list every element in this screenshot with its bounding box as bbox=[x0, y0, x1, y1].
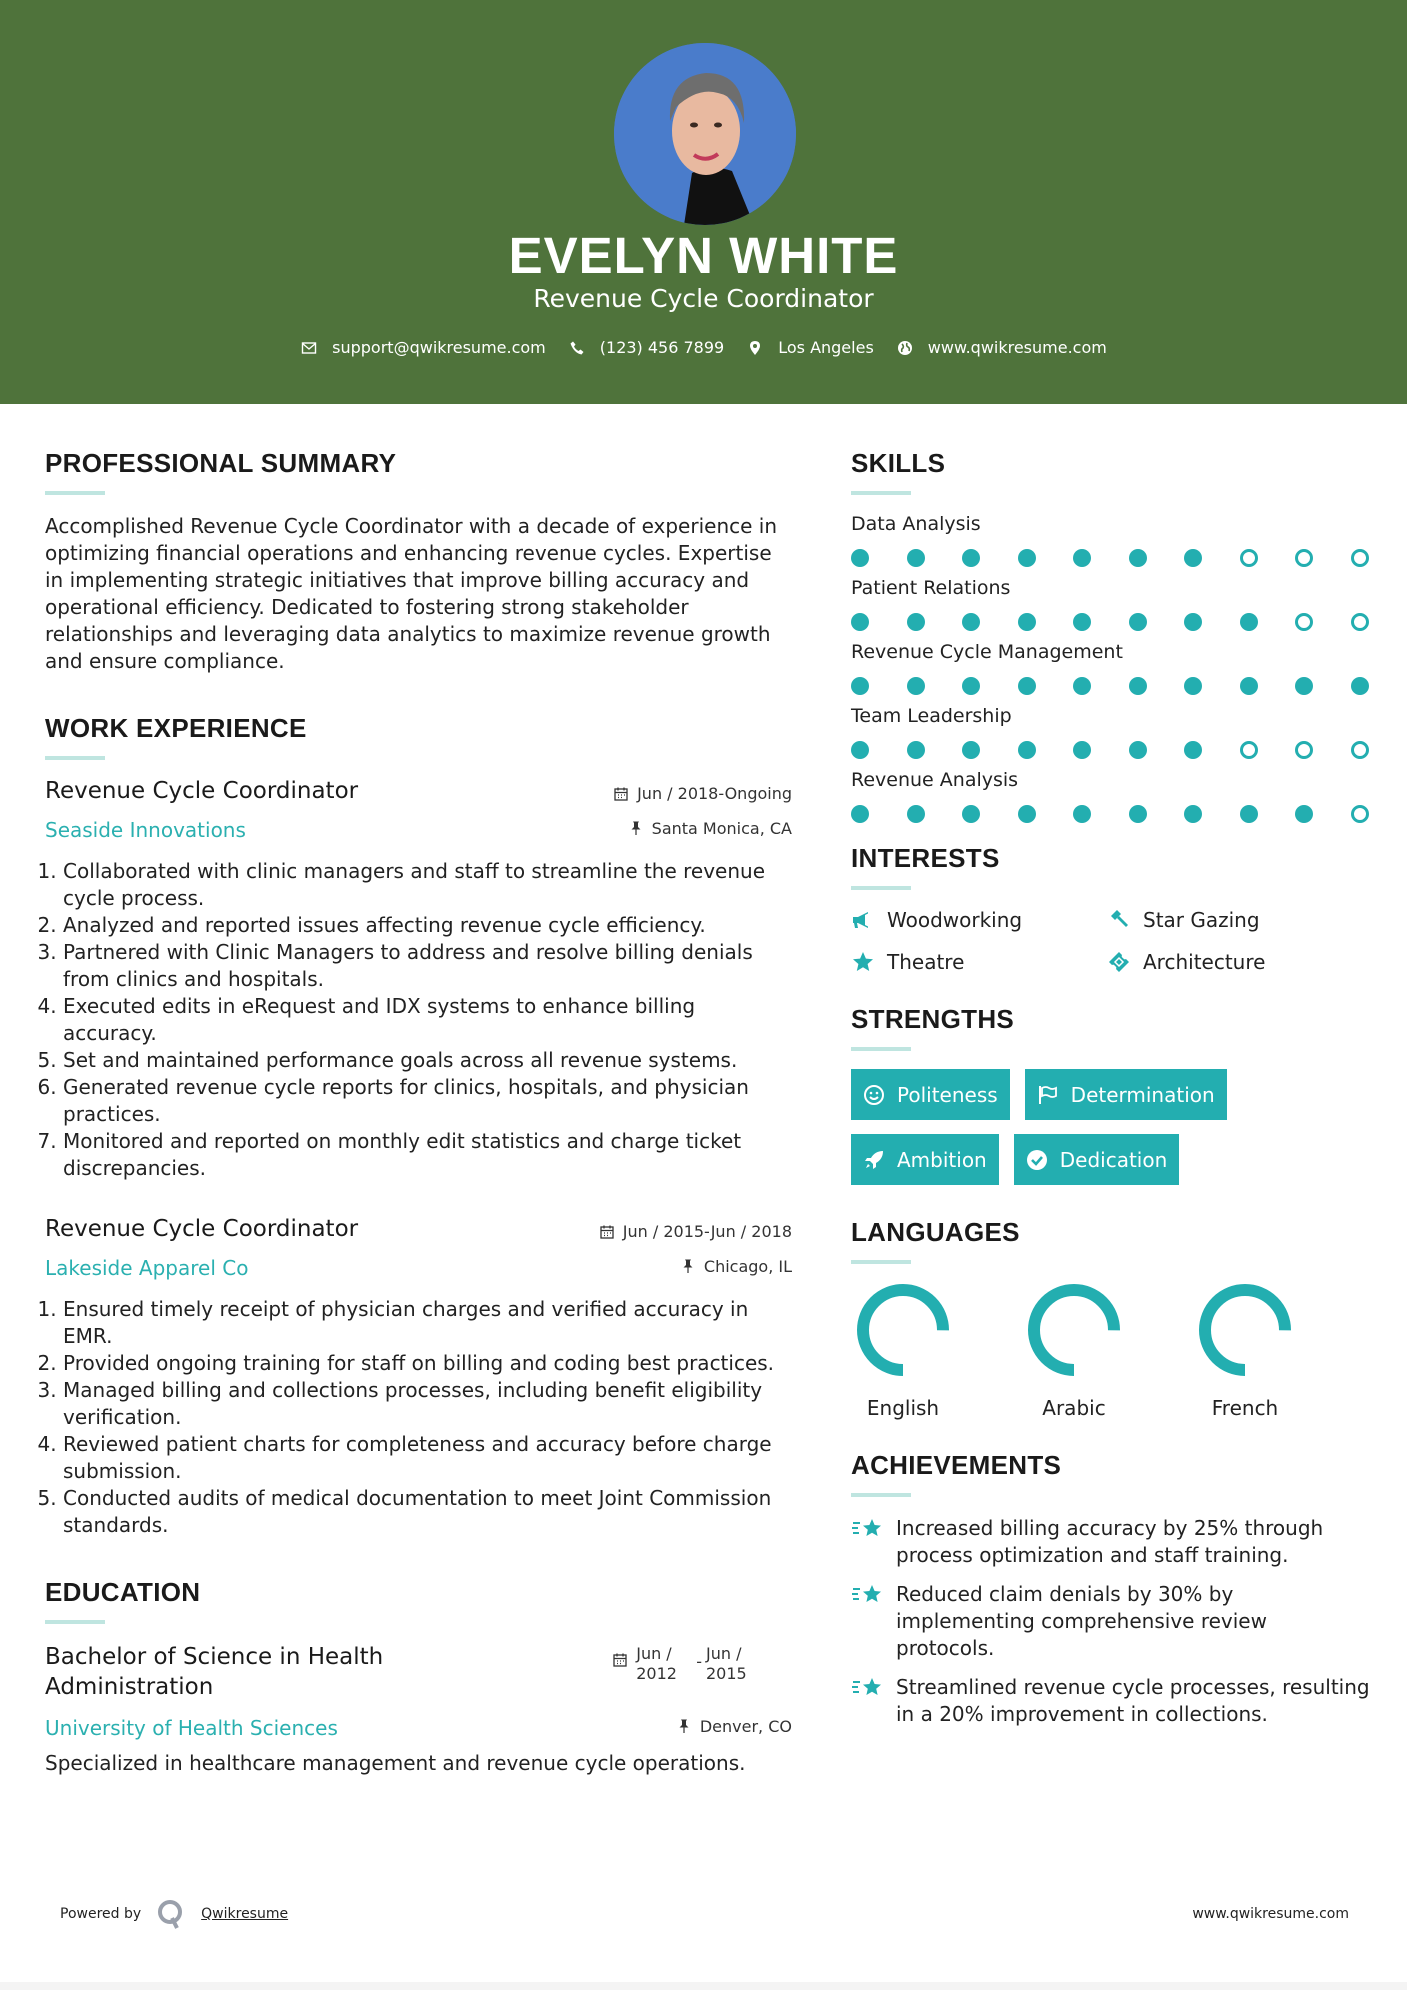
list-item: 1. Ensured timely receipt of physician charges and verified accuracy in EMR. bbox=[63, 1296, 792, 1350]
job-title: Revenue Cycle Coordinator bbox=[45, 778, 359, 804]
achievement-text: Increased billing accuracy by 25% through process optimization and staff training. bbox=[896, 1516, 1324, 1567]
rating-dot-filled bbox=[1129, 741, 1147, 759]
rating-dot-filled bbox=[962, 549, 980, 567]
rating-dot-filled bbox=[851, 805, 869, 823]
language-name: English bbox=[866, 1396, 940, 1420]
strength-label: Determination bbox=[1070, 1082, 1215, 1107]
section-heading: SKILLS bbox=[851, 448, 946, 478]
rating-dot-filled bbox=[1018, 805, 1036, 823]
skill-name: Patient Relations bbox=[851, 577, 1011, 599]
rating-dot-filled bbox=[1240, 677, 1258, 695]
rating-dot-filled bbox=[1073, 613, 1091, 631]
interest-label: Architecture bbox=[1143, 950, 1266, 974]
skill-rating bbox=[851, 805, 1371, 823]
language-name: French bbox=[1211, 1396, 1279, 1420]
calendar-icon bbox=[613, 786, 629, 802]
language-progress-ring bbox=[1026, 1282, 1122, 1378]
rating-dot-filled bbox=[851, 677, 869, 695]
summary-text: Accomplished Revenue Cycle Coordinator with a decade of experience in optimizing financial operations and enhancing revenue cycles. Expertise in implementing strategic initiatives that improve billing accuracy and operational efficiency. Dedicated to fostering strong stakeholder relationships and leveraging data analytics to maximize revenue growth and ensure compliance. bbox=[45, 514, 778, 673]
section-divider bbox=[851, 886, 911, 890]
language-item bbox=[1022, 1282, 1193, 1420]
skill-item bbox=[851, 577, 1371, 631]
interest-item bbox=[851, 908, 1107, 932]
list-item: 2. Analyzed and reported issues affecting revenue cycle efficiency. bbox=[63, 912, 792, 939]
pushpin-icon bbox=[680, 1258, 696, 1274]
achievement-text: Reduced claim denials by 30% by implementing comprehensive review protocols. bbox=[896, 1582, 1267, 1660]
language-progress-ring bbox=[855, 1282, 951, 1378]
left-column bbox=[45, 448, 792, 1777]
resume-header bbox=[0, 0, 1407, 404]
job-title: Revenue Cycle Coordinator bbox=[45, 1216, 359, 1242]
skill-name: Revenue Analysis bbox=[851, 769, 1019, 791]
list-item: 3. Partnered with Clinic Managers to address and resolve billing denials from clinics and hospitals. bbox=[63, 939, 792, 993]
pushpin-icon bbox=[628, 820, 644, 836]
education-section bbox=[45, 1577, 792, 1777]
skill-name: Revenue Cycle Management bbox=[851, 641, 1123, 663]
rating-dot-filled bbox=[851, 741, 869, 759]
map-pin-icon bbox=[746, 339, 764, 357]
rating-dot-filled bbox=[962, 677, 980, 695]
list-item: 5. Set and maintained performance goals across all revenue systems. bbox=[63, 1047, 792, 1074]
section-divider bbox=[45, 1620, 105, 1624]
job-bullets bbox=[45, 858, 792, 1182]
check-circle-icon bbox=[1026, 1149, 1048, 1171]
candidate-title: Revenue Cycle Coordinator bbox=[533, 284, 874, 313]
strengths-section bbox=[851, 1004, 1371, 1185]
rocket-icon bbox=[863, 1149, 885, 1171]
powered-by-label: Powered by bbox=[60, 1906, 142, 1922]
rating-dot-empty bbox=[1295, 549, 1313, 567]
company-name[interactable]: Lakeside Apparel Co bbox=[45, 1256, 249, 1280]
ticket-icon bbox=[1107, 950, 1131, 974]
rating-dot-filled bbox=[1184, 613, 1202, 631]
interest-item bbox=[1107, 908, 1363, 932]
qwikresume-link[interactable]: Qwikresume bbox=[201, 1906, 289, 1922]
section-divider bbox=[851, 1493, 911, 1497]
rating-dot-empty bbox=[1351, 805, 1369, 823]
education-description: Specialized in healthcare management and revenue cycle operations. bbox=[45, 1751, 746, 1775]
strength-badge bbox=[851, 1134, 999, 1185]
rating-dot-empty bbox=[1351, 741, 1369, 759]
rating-dot-filled bbox=[907, 549, 925, 567]
rating-dot-filled bbox=[1073, 549, 1091, 567]
contact-bar bbox=[0, 338, 1407, 357]
rating-dot-filled bbox=[907, 805, 925, 823]
achievement-item bbox=[851, 1674, 1371, 1728]
skill-name: Data Analysis bbox=[851, 513, 981, 535]
rating-dot-filled bbox=[1018, 741, 1036, 759]
section-divider bbox=[851, 1047, 911, 1051]
skill-item bbox=[851, 705, 1371, 759]
profile-photo bbox=[614, 43, 796, 225]
contact-email[interactable] bbox=[300, 338, 546, 357]
interests-list bbox=[851, 908, 1371, 974]
section-heading: LANGUAGES bbox=[851, 1217, 1020, 1247]
gavel-icon bbox=[1107, 908, 1131, 932]
list-item: 3. Managed billing and collections processes, including benefit eligibility verification. bbox=[63, 1377, 792, 1431]
skill-rating bbox=[851, 549, 1371, 567]
qwikresume-logo-icon bbox=[157, 1898, 185, 1930]
rating-dot-filled bbox=[1184, 677, 1202, 695]
education-location bbox=[676, 1717, 792, 1736]
rating-dot-filled bbox=[1240, 805, 1258, 823]
section-heading: PROFESSIONAL SUMMARY bbox=[45, 448, 397, 478]
phone-icon bbox=[568, 339, 586, 357]
interest-label: Woodworking bbox=[887, 908, 1023, 932]
rating-dot-filled bbox=[1240, 613, 1258, 631]
rating-dot-filled bbox=[1351, 677, 1369, 695]
rating-dot-filled bbox=[962, 805, 980, 823]
job-location bbox=[628, 819, 792, 838]
achievement-item bbox=[851, 1581, 1371, 1662]
languages-list bbox=[851, 1282, 1371, 1420]
list-item: 6. Generated revenue cycle reports for clinics, hospitals, and physician practices. bbox=[63, 1074, 792, 1128]
rating-dot-empty bbox=[1240, 741, 1258, 759]
rating-dot-empty bbox=[1295, 741, 1313, 759]
section-heading: ACHIEVEMENTS bbox=[851, 1450, 1062, 1480]
school-name[interactable]: University of Health Sciences bbox=[45, 1716, 338, 1740]
job-bullets bbox=[45, 1296, 792, 1539]
list-item: 7. Monitored and reported on monthly edit statistics and charge ticket discrepancies. bbox=[63, 1128, 792, 1182]
candidate-name: EVELYN WHITE bbox=[508, 227, 899, 284]
strengths-list bbox=[851, 1069, 1291, 1185]
rating-dot-filled bbox=[1129, 549, 1147, 567]
job-entry bbox=[45, 778, 792, 1182]
education-date bbox=[612, 1644, 756, 1684]
megaphone-icon bbox=[851, 908, 875, 932]
section-divider bbox=[851, 1260, 911, 1264]
rating-dot-filled bbox=[1073, 805, 1091, 823]
interest-item bbox=[1107, 950, 1363, 974]
language-progress-ring bbox=[1197, 1282, 1293, 1378]
job-location-text: Chicago, IL bbox=[703, 1256, 792, 1276]
contact-email-text: support@qwikresume.com bbox=[332, 338, 546, 357]
calendar-icon bbox=[612, 1652, 628, 1668]
smile-icon bbox=[863, 1084, 885, 1106]
rating-dot-filled bbox=[962, 741, 980, 759]
rating-dot-filled bbox=[1018, 677, 1036, 695]
section-divider bbox=[45, 756, 105, 760]
date-separator: - bbox=[696, 1652, 702, 1671]
contact-phone-text: (123) 456 7899 bbox=[599, 338, 725, 357]
rating-dot-filled bbox=[1184, 805, 1202, 823]
interests-section bbox=[851, 843, 1371, 974]
skill-item bbox=[851, 769, 1371, 823]
skills-section bbox=[851, 448, 1371, 823]
company-name[interactable]: Seaside Innovations bbox=[45, 818, 246, 842]
section-divider bbox=[45, 491, 105, 495]
interest-item bbox=[851, 950, 1107, 974]
job-date-text: Jun / 2015-Jun / 2018 bbox=[622, 1222, 792, 1241]
strength-badge bbox=[1014, 1134, 1180, 1185]
list-item: 4. Reviewed patient charts for completeness and accuracy before charge submission. bbox=[63, 1431, 792, 1485]
envelope-icon bbox=[300, 339, 318, 357]
rating-dot-filled bbox=[1184, 741, 1202, 759]
job-date-text: Jun / 2018-Ongoing bbox=[637, 784, 792, 803]
achievement-text: Streamlined revenue cycle processes, resulting in a 20% improvement in collections. bbox=[896, 1675, 1370, 1726]
strength-badge bbox=[1025, 1069, 1227, 1120]
shooting-star-icon bbox=[851, 1674, 885, 1704]
strength-label: Ambition bbox=[897, 1147, 987, 1172]
rating-dot-filled bbox=[907, 613, 925, 631]
rating-dot-filled bbox=[907, 741, 925, 759]
section-heading: INTERESTS bbox=[851, 843, 1000, 873]
interest-label: Theatre bbox=[887, 950, 965, 974]
strength-label: Politeness bbox=[897, 1082, 998, 1107]
footer-powered-by bbox=[60, 1898, 288, 1930]
rating-dot-filled bbox=[1073, 741, 1091, 759]
language-name: Arabic bbox=[1042, 1396, 1106, 1420]
languages-section bbox=[851, 1217, 1371, 1420]
job-entry bbox=[45, 1216, 792, 1539]
rating-dot-filled bbox=[851, 549, 869, 567]
rating-dot-empty bbox=[1295, 613, 1313, 631]
language-item bbox=[1193, 1282, 1364, 1420]
degree-title: Bachelor of Science in Health Administration bbox=[45, 1644, 384, 1700]
shooting-star-icon bbox=[851, 1581, 885, 1611]
right-column bbox=[851, 448, 1371, 1740]
rating-dot-filled bbox=[1073, 677, 1091, 695]
page-bottom-edge bbox=[0, 1982, 1407, 1990]
job-location-text: Santa Monica, CA bbox=[651, 818, 792, 838]
rating-dot-filled bbox=[1295, 677, 1313, 695]
section-heading: STRENGTHS bbox=[851, 1004, 1015, 1034]
language-item bbox=[851, 1282, 1022, 1420]
date-end: Jun / 2015 bbox=[706, 1644, 747, 1683]
rating-dot-filled bbox=[1129, 805, 1147, 823]
interest-label: Star Gazing bbox=[1143, 908, 1260, 932]
section-heading: WORK EXPERIENCE bbox=[45, 713, 307, 743]
strength-badge bbox=[851, 1069, 1010, 1120]
footer-website-link[interactable]: www.qwikresume.com bbox=[1192, 1906, 1349, 1922]
job-date bbox=[613, 784, 792, 803]
rating-dot-filled bbox=[1184, 549, 1202, 567]
achievement-item bbox=[851, 1515, 1371, 1569]
shooting-star-icon bbox=[851, 1515, 885, 1545]
skills-list bbox=[851, 513, 1371, 823]
list-item: 1. Collaborated with clinic managers and staff to streamline the revenue cycle process. bbox=[63, 858, 792, 912]
star-icon bbox=[851, 950, 875, 974]
flag-icon bbox=[1037, 1084, 1059, 1106]
rating-dot-filled bbox=[1295, 805, 1313, 823]
experience-section bbox=[45, 713, 792, 1539]
summary-section bbox=[45, 448, 792, 675]
job-location bbox=[680, 1257, 792, 1276]
rating-dot-filled bbox=[1129, 677, 1147, 695]
rating-dot-empty bbox=[1351, 549, 1369, 567]
contact-location bbox=[746, 338, 874, 357]
list-item: 2. Provided ongoing training for staff on billing and coding best practices. bbox=[63, 1350, 792, 1377]
contact-phone[interactable] bbox=[568, 338, 724, 357]
contact-website-text: www.qwikresume.com bbox=[927, 338, 1107, 357]
section-heading: EDUCATION bbox=[45, 1577, 201, 1607]
globe-icon bbox=[896, 339, 914, 357]
rating-dot-filled bbox=[907, 677, 925, 695]
achievements-section bbox=[851, 1450, 1371, 1728]
rating-dot-empty bbox=[1351, 613, 1369, 631]
list-item: 4. Executed edits in eRequest and IDX systems to enhance billing accuracy. bbox=[63, 993, 792, 1047]
skill-item bbox=[851, 641, 1371, 695]
skill-rating bbox=[851, 677, 1371, 695]
contact-location-text: Los Angeles bbox=[778, 338, 874, 357]
calendar-icon bbox=[599, 1224, 615, 1240]
contact-website[interactable] bbox=[896, 338, 1107, 357]
rating-dot-empty bbox=[1240, 549, 1258, 567]
achievements-list bbox=[851, 1515, 1371, 1728]
rating-dot-filled bbox=[1018, 613, 1036, 631]
list-item: 5. Conducted audits of medical documentation to meet Joint Commission standards. bbox=[63, 1485, 792, 1539]
date-start: Jun / 2012 bbox=[636, 1644, 677, 1683]
person-photo-icon bbox=[614, 43, 796, 225]
rating-dot-filled bbox=[1129, 613, 1147, 631]
rating-dot-filled bbox=[962, 613, 980, 631]
section-divider bbox=[851, 491, 911, 495]
pushpin-icon bbox=[676, 1718, 692, 1734]
skill-rating bbox=[851, 613, 1371, 631]
skill-name: Team Leadership bbox=[851, 705, 1012, 727]
rating-dot-filled bbox=[1018, 549, 1036, 567]
job-date bbox=[599, 1222, 792, 1241]
education-location-text: Denver, CO bbox=[699, 1716, 792, 1736]
strength-label: Dedication bbox=[1059, 1147, 1168, 1172]
rating-dot-filled bbox=[851, 613, 869, 631]
skill-item bbox=[851, 513, 1371, 567]
skill-rating bbox=[851, 741, 1371, 759]
